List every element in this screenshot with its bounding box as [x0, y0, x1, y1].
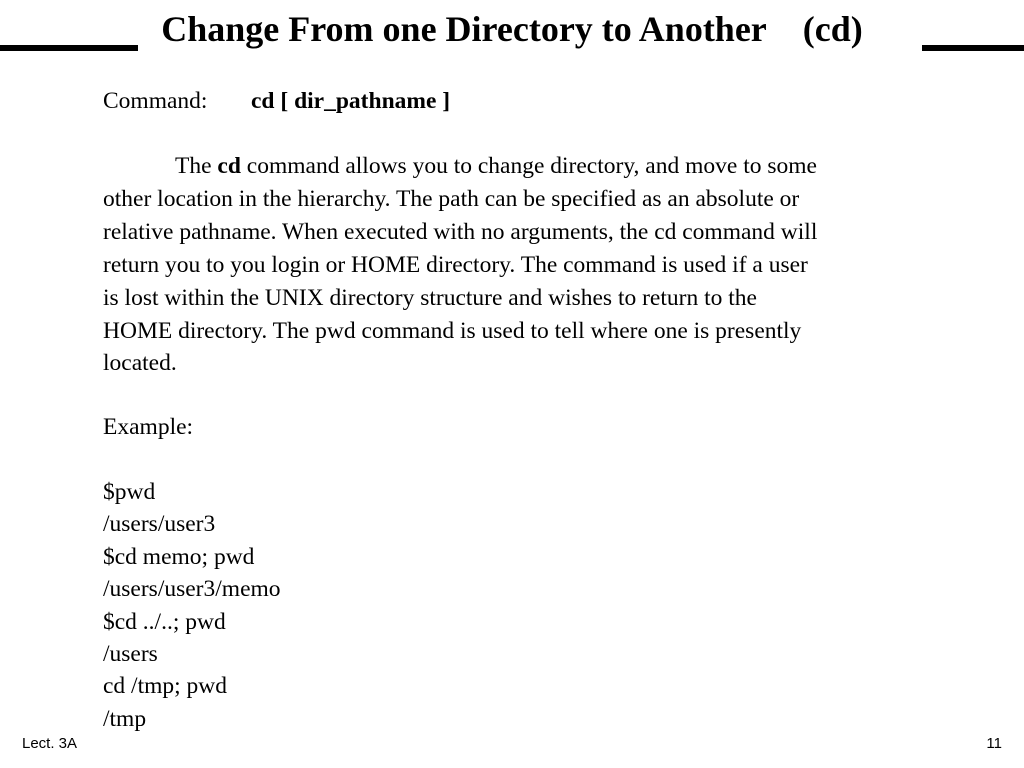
example-line: $pwd: [103, 479, 156, 505]
description-line: located.: [103, 350, 177, 376]
slide-title-suffix: (cd): [802, 9, 863, 49]
example-line: /users: [103, 641, 158, 667]
command-line: [103, 85, 450, 117]
slide-title: [0, 8, 1024, 50]
command-syntax: cd [ dir_pathname ]: [251, 88, 451, 114]
description-line: is lost within the UNIX directory structure and wishes to return to the: [103, 285, 757, 311]
example-line: /tmp: [103, 706, 147, 732]
description-text: The: [175, 153, 218, 179]
description-line: return you to you login or HOME directory. The command is used if a user: [103, 252, 808, 278]
footer-page-number: 11: [986, 735, 1002, 752]
example-line: cd /tmp; pwd: [103, 673, 228, 699]
example-line: /users/user3: [103, 511, 216, 537]
example-line: /users/user3/memo: [103, 576, 281, 602]
example-line: $cd memo; pwd: [103, 544, 255, 570]
slide-title-text: Change From one Directory to Another: [161, 9, 767, 49]
footer-lecture-label: Lect. 3A: [22, 735, 78, 752]
description-line: other location in the hierarchy. The path can be specified as an absolute or: [103, 186, 800, 212]
command-label: Command:: [103, 88, 208, 114]
description-line: [103, 150, 817, 182]
example-label: Example:: [103, 414, 194, 440]
description-line: HOME directory. The pwd command is used to tell where one is presently: [103, 318, 802, 344]
description-line: relative pathname. When executed with no arguments, the cd command will: [103, 219, 818, 245]
description-text: command allows you to change directory, and move to some: [240, 153, 817, 179]
description-cd-keyword: cd: [217, 153, 241, 179]
example-line: $cd ../..; pwd: [103, 609, 226, 635]
